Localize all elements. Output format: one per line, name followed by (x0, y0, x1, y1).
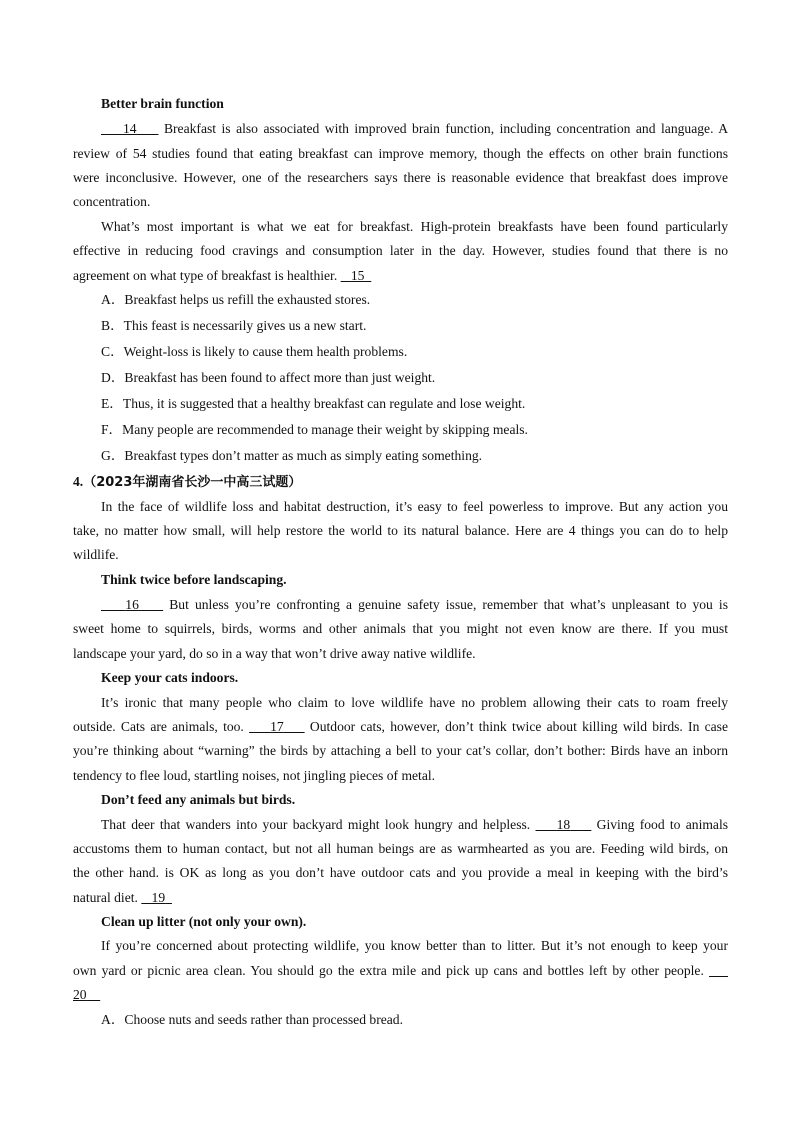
question-heading (73, 473, 728, 492)
paragraph-line: natural diet. 19 (73, 889, 728, 907)
paragraph-line: That deer that wanders into your backyard might look hungry and helpless. 18 Giving food to animals (101, 817, 729, 832)
answer-blank-19[interactable]: 19 (151, 890, 166, 905)
paragraph-line: outside. Cats are animals, too. 17 Outdoor cats, however, don’t think twice about killing wild birds. In case (73, 719, 729, 734)
paragraph-line: 14 Breakfast is also associated with improved brain function, including concentration and language. A (101, 120, 728, 138)
paragraph-line: It’s ironic that many people who claim to love wildlife have no problem allowing their cats to roam freely (101, 695, 728, 710)
question-source: （2023年湖南省长沙一中高三试题） (83, 475, 302, 490)
paragraph-line: agreement on what type of breakfast is healthier. 15 (73, 267, 728, 285)
section-heading-brain-function: Better brain function (101, 96, 224, 111)
answer-blank-18[interactable]: 18 (556, 817, 571, 832)
paragraph-line: In the face of wildlife loss and habitat destruction, it’s easy to feel powerless to improve. But any action you (101, 499, 728, 514)
option-g: G．Breakfast types don’t matter as much as simply eating something. (101, 448, 483, 463)
paragraph-line: concentration. (73, 194, 151, 209)
section-heading-litter: Clean up litter (not only your own). (101, 914, 307, 929)
option-d: D．Breakfast has been found to affect more than just weight. (101, 370, 436, 385)
option-b: B．This feast is necessarily gives us a new start. (101, 318, 367, 333)
section-heading-landscaping: Think twice before landscaping. (101, 572, 287, 587)
answer-blank-17[interactable]: 17 (270, 719, 284, 734)
option-e: E．Thus, it is suggested that a healthy breakfast can regulate and lose weight. (101, 396, 526, 411)
section-heading-feed-birds: Don’t feed any animals but birds. (101, 792, 296, 807)
option-f: F．Many people are recommended to manage their weight by skipping meals. (101, 422, 528, 437)
paragraph-line: tendency to flee loud, startling noises, not jingling pieces of metal. (73, 768, 436, 783)
paragraph-line: review of 54 studies found that eating breakfast can improve memory, though the effects on other brain functions (73, 146, 728, 161)
paragraph-line: sweet home to squirrels, birds, worms and other animals that you might not even know are there. If you must (73, 621, 728, 636)
option-a: A．Choose nuts and seeds rather than processed bread. (101, 1012, 403, 1027)
paragraph-line: effective in reducing food cravings and consumption later in the day. However, studies found that there is no (73, 243, 728, 258)
paragraph-line: landscape your yard, do so in a way that won’t drive away native wildlife. (73, 646, 476, 661)
option-a: A．Breakfast helps us refill the exhausted stores. (101, 292, 371, 307)
answer-blank-15[interactable]: 15 (350, 268, 365, 283)
section-heading-cats: Keep your cats indoors. (101, 670, 239, 685)
answer-blank-14[interactable]: 14 (122, 121, 137, 136)
answer-blank-20[interactable]: 20 (73, 987, 87, 1002)
paragraph-line: wildlife. (73, 547, 119, 562)
question-number: 4. (73, 474, 84, 489)
paragraph-line: take, no matter how small, will help restore the world to its natural balance. Here are 4 things you can do to help (73, 523, 728, 538)
paragraph-line: What’s most important is what we eat for breakfast. High-protein breakfasts have been found particularly (101, 219, 728, 234)
paragraph-line: accustoms them to human contact, but not all human beings are as warmhearted as you are. Feeding wild birds, on (73, 841, 728, 856)
paragraph-line: 16 But unless you’re confronting a genuine safety issue, remember that what’s unpleasant to you is (101, 596, 728, 614)
paragraph-line: own yard or picnic area clean. You should go the extra mile and pick up cans and bottles left by other people. (73, 963, 704, 978)
option-c: C．Weight-loss is likely to cause them health problems. (101, 344, 408, 359)
paragraph-line: the other hand. is OK as long as you don’t have outdoor cats and you provide a meal in keeping with the bird’s (73, 865, 728, 880)
answer-blank-16[interactable]: 16 (125, 597, 139, 612)
paragraph-line (73, 986, 728, 1004)
paragraph-line: were inconclusive. However, one of the researchers says there is reasonable evidence that breakfast does improve (73, 170, 728, 185)
paragraph-line: If you’re concerned about protecting wildlife, you know better than to litter. But it’s not enough to keep your (101, 938, 728, 953)
paragraph-line: you’re thinking about “warning” the birds by attaching a bell to your cat’s collar, don’t bother: Birds have an inborn (73, 743, 728, 758)
